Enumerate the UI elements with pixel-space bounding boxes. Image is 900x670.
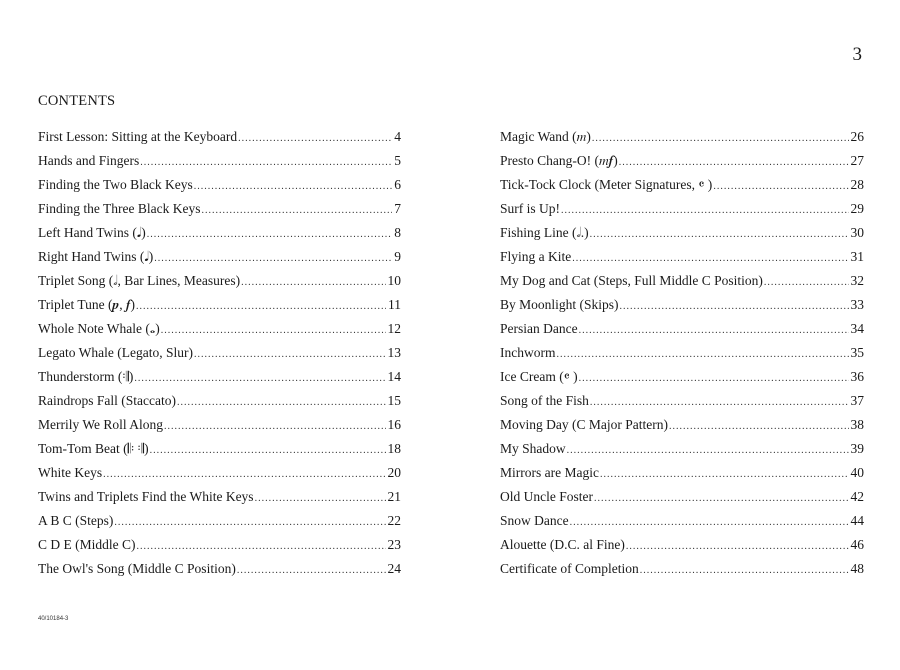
dot-leader — [620, 301, 849, 312]
dot-leader — [556, 349, 848, 360]
toc-entry-page: 48 — [850, 561, 864, 576]
toc-entry-page: 27 — [850, 153, 864, 168]
toc-entry-page: 33 — [850, 297, 864, 312]
toc-entry-title: Certificate of Completion — [500, 561, 639, 576]
toc-entry-page: 38 — [850, 417, 864, 432]
dot-leader — [201, 205, 392, 216]
toc-entry-title: Inchworm — [500, 345, 556, 360]
toc-entry — [500, 321, 864, 345]
toc-entry-title: Raindrops Fall (Staccato) — [38, 393, 176, 408]
toc-entry-page: 32 — [850, 273, 864, 288]
contents-heading: CONTENTS — [38, 93, 116, 109]
toc-entry-title: Thunderstorm (𝄇) — [38, 369, 134, 384]
toc-left-column — [38, 129, 401, 585]
toc-entry-title: By Moonlight (Skips) — [500, 297, 619, 312]
toc-entry-page: 29 — [850, 201, 864, 216]
dot-leader — [590, 397, 849, 408]
toc-entry — [38, 321, 401, 345]
footer-code: 40/10184-3 — [38, 616, 69, 622]
dot-leader — [255, 493, 386, 504]
toc-entry — [500, 489, 864, 513]
toc-entry — [500, 513, 864, 537]
toc-entry — [38, 273, 401, 297]
dot-leader — [590, 229, 849, 240]
toc-entry-title: Hands and Fingers — [38, 153, 140, 168]
dot-leader — [137, 541, 386, 552]
toc-entry — [500, 441, 864, 465]
dot-leader — [579, 373, 849, 384]
toc-entry — [38, 249, 401, 273]
toc-entry-title: My Dog and Cat (Steps, Full Middle C Position) — [500, 273, 763, 288]
toc-entry-page: 35 — [850, 345, 864, 360]
dot-leader — [147, 229, 393, 240]
toc-entry-page: 20 — [387, 465, 401, 480]
toc-entry — [38, 465, 401, 489]
toc-entry-page: 12 — [387, 321, 401, 336]
toc-entry-page: 46 — [850, 537, 864, 552]
toc-entry-page: 4 — [394, 129, 401, 144]
toc-entry — [500, 297, 864, 321]
dot-leader — [161, 325, 386, 336]
dot-leader — [764, 277, 849, 288]
toc-entry — [38, 201, 401, 225]
toc-entry — [38, 417, 401, 441]
dot-leader — [114, 517, 385, 528]
toc-entry-page: 21 — [387, 489, 401, 504]
toc-entry — [500, 537, 864, 561]
toc-entry-title: Moving Day (C Major Pattern) — [500, 417, 668, 432]
toc-entry — [500, 561, 864, 585]
toc-entry-title: The Owl's Song (Middle C Position) — [38, 561, 236, 576]
dot-leader — [164, 421, 385, 432]
dot-leader — [669, 421, 849, 432]
toc-entry-title: Tick-Tock Clock (Meter Signatures, 𝄴 ) — [500, 177, 713, 192]
toc-entry — [500, 225, 864, 249]
toc-entry-page: 34 — [850, 321, 864, 336]
dot-leader — [194, 181, 392, 192]
toc-entry — [38, 393, 401, 417]
toc-entry — [500, 465, 864, 489]
dot-leader — [140, 157, 392, 168]
toc-entry-page: 18 — [387, 441, 401, 456]
dot-leader — [713, 181, 848, 192]
toc-entry-title: Whole Note Whale (𝅝) — [38, 321, 160, 336]
page-number: 3 — [852, 44, 862, 65]
toc-entry-title: Presto Chang-O! (𝆐𝆑) — [500, 153, 618, 168]
toc-entry — [38, 177, 401, 201]
dot-leader — [136, 301, 386, 312]
toc-entry — [500, 273, 864, 297]
toc-entry — [38, 369, 401, 393]
toc-entry-title: Triplet Tune (𝆏, 𝆑) — [38, 297, 136, 312]
dot-leader — [241, 277, 385, 288]
toc-entry-title: Flying a Kite — [500, 249, 572, 264]
toc-entry-title: White Keys — [38, 465, 103, 480]
toc-entry-title: First Lesson: Sitting at the Keyboard — [38, 129, 238, 144]
dot-leader — [572, 253, 848, 264]
dot-leader — [640, 565, 849, 576]
toc-entry-page: 15 — [387, 393, 401, 408]
toc-entry — [38, 153, 401, 177]
toc-entry-page: 11 — [388, 297, 401, 312]
toc-entry — [38, 129, 401, 153]
toc-entry-title: Finding the Two Black Keys — [38, 177, 193, 192]
toc-entry-page: 42 — [850, 489, 864, 504]
toc-entry-page: 10 — [387, 273, 401, 288]
toc-entry-page: 26 — [850, 129, 864, 144]
toc-entry-page: 6 — [394, 177, 401, 192]
toc-entry-page: 13 — [387, 345, 401, 360]
toc-entry-title: Snow Dance — [500, 513, 569, 528]
dot-leader — [594, 493, 849, 504]
toc-entry-title: Alouette (D.C. al Fine) — [500, 537, 625, 552]
dot-leader — [154, 253, 392, 264]
dot-leader — [103, 469, 385, 480]
toc-right-column — [500, 129, 864, 585]
dot-leader — [237, 565, 386, 576]
dot-leader — [150, 445, 386, 456]
toc-entry-page: 37 — [850, 393, 864, 408]
toc-entry — [500, 369, 864, 393]
toc-entry-page: 9 — [394, 249, 401, 264]
toc-entry — [500, 417, 864, 441]
toc-entry-page: 7 — [394, 201, 401, 216]
dot-leader — [194, 349, 386, 360]
toc-entry-title: A B C (Steps) — [38, 513, 114, 528]
dot-leader — [134, 373, 385, 384]
toc-entry — [500, 393, 864, 417]
toc-entry-page: 14 — [387, 369, 401, 384]
toc-entry-title: Finding the Three Black Keys — [38, 201, 201, 216]
toc-entry — [38, 537, 401, 561]
toc-entry-title: Mirrors are Magic — [500, 465, 599, 480]
toc-entry-page: 31 — [850, 249, 864, 264]
toc-entry-title: Triplet Song (𝅗𝅥, Bar Lines, Measures) — [38, 273, 241, 288]
toc-entry-title: Left Hand Twins (𝅘𝅥) — [38, 225, 146, 240]
toc-entry-page: 40 — [850, 465, 864, 480]
dot-leader — [561, 205, 849, 216]
toc-entry-page: 36 — [850, 369, 864, 384]
toc-entry-title: Fishing Line (𝅗𝅥.) — [500, 225, 589, 240]
toc-entry-title: My Shadow — [500, 441, 566, 456]
toc-entry-page: 24 — [387, 561, 401, 576]
toc-entry-title: Legato Whale (Legato, Slur) — [38, 345, 193, 360]
toc-entry — [500, 249, 864, 273]
toc-entry-page: 23 — [387, 537, 401, 552]
toc-entry — [500, 129, 864, 153]
toc-entry — [38, 345, 401, 369]
toc-entry-title: Persian Dance — [500, 321, 578, 336]
toc-entry-title: C D E (Middle C) — [38, 537, 136, 552]
toc-entry — [38, 513, 401, 537]
toc-entry-page: 22 — [387, 513, 401, 528]
toc-entry-title: Old Uncle Foster — [500, 489, 593, 504]
dot-leader — [600, 469, 849, 480]
toc-entry-title: Song of the Fish — [500, 393, 589, 408]
dot-leader — [570, 517, 849, 528]
toc-entry-page: 28 — [850, 177, 864, 192]
toc-entry-page: 44 — [850, 513, 864, 528]
toc-entry-page: 30 — [850, 225, 864, 240]
toc-entry-title: Right Hand Twins (𝅘𝅥) — [38, 249, 154, 264]
toc-entry — [38, 489, 401, 513]
toc-entry — [500, 153, 864, 177]
dot-leader — [567, 445, 849, 456]
toc-entry-title: Ice Cream (𝄴 ) — [500, 369, 578, 384]
toc-entry-title: Twins and Triplets Find the White Keys — [38, 489, 254, 504]
dot-leader — [177, 397, 386, 408]
toc-entry-title: Magic Wand (𝆐) — [500, 129, 591, 144]
toc-entry-title: Surf is Up! — [500, 201, 560, 216]
dot-leader — [626, 541, 849, 552]
toc-entry-page: 39 — [850, 441, 864, 456]
dot-leader — [579, 325, 849, 336]
dot-leader — [592, 133, 849, 144]
toc-entry — [500, 201, 864, 225]
toc-entry-page: 8 — [394, 225, 401, 240]
toc-entry — [38, 225, 401, 249]
toc-entry — [38, 441, 401, 465]
toc-entry — [500, 177, 864, 201]
toc-entry — [500, 345, 864, 369]
toc-entry-title: Merrily We Roll Along — [38, 417, 164, 432]
toc-entry — [38, 297, 401, 321]
toc-entry-page: 16 — [387, 417, 401, 432]
toc-entry — [38, 561, 401, 585]
toc-entry-page: 5 — [394, 153, 401, 168]
toc-entry-title: Tom-Tom Beat (𝄆 𝄇) — [38, 441, 149, 456]
dot-leader — [238, 133, 392, 144]
dot-leader — [619, 157, 849, 168]
